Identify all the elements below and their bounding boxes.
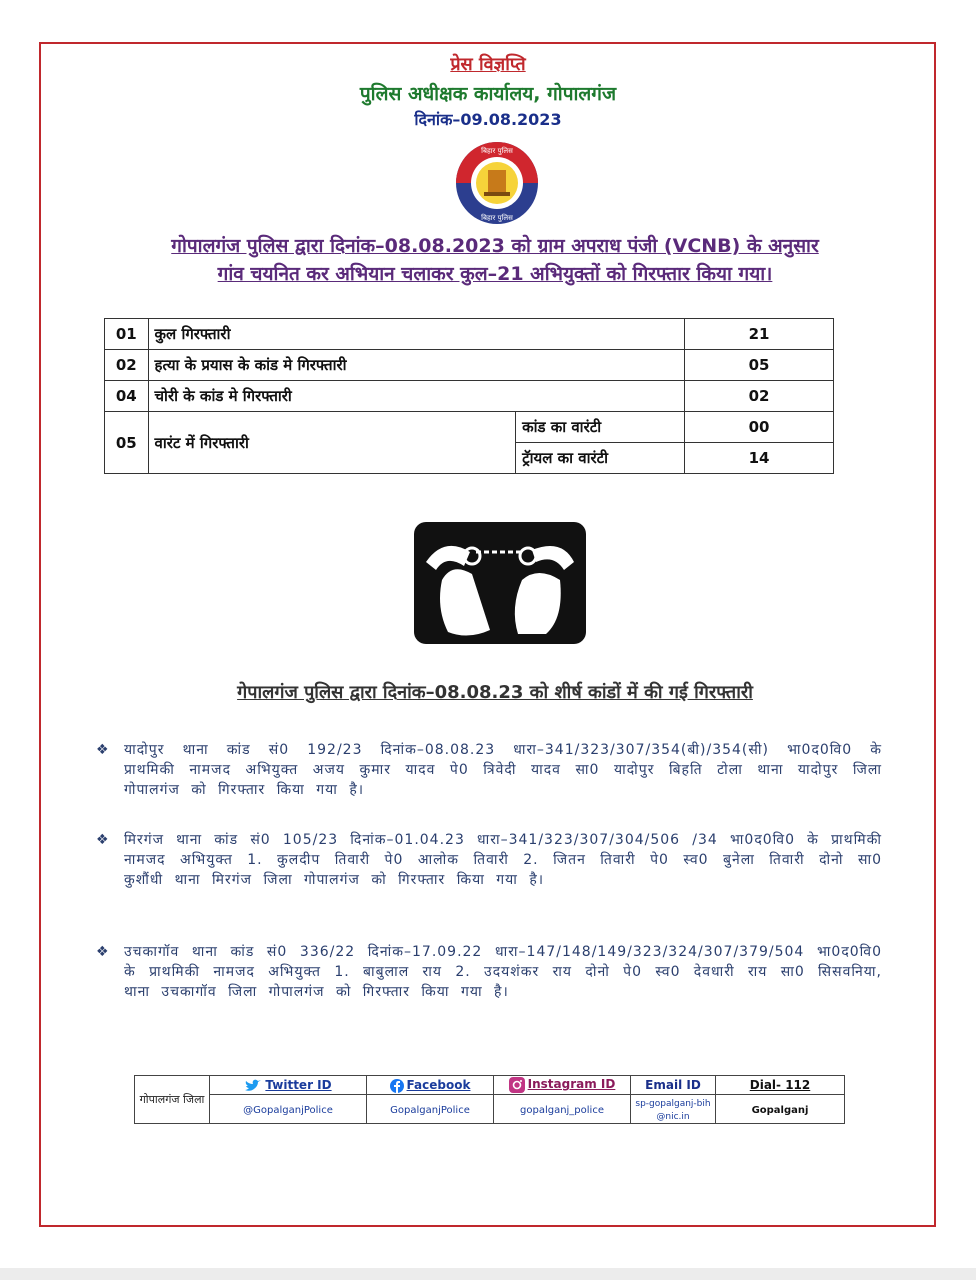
case-item-1 [96, 740, 882, 800]
email-header[interactable] [631, 1076, 716, 1095]
instagram-icon [509, 1077, 525, 1093]
row-value: 02 [685, 381, 834, 412]
stats-row [105, 350, 834, 381]
diamond-bullet-icon: ❖ [96, 944, 109, 960]
headline [100, 232, 890, 288]
facebook-handle[interactable]: GopalganjPolice [390, 1104, 470, 1116]
case-text: उचकागॉव थाना कांड सं0 336/22 दिनांक–17.09.22 धारा–147/148/149/323/324/307/379/504 भा0द0वि0 के प्राथमिकी नामजद अभियुक्त 1. बाबुलाल राय 2. उदयशंकर राय दोनो पे0 स्व0 देवधारी राय सा0 सिसवनिया, थाना उचकागॉव जिला गोपालगंज को गिरफ्तार किया गया है। [124, 944, 882, 1000]
headline-line-1: गोपालगंज पुलिस द्वारा दिनांक–08.08.2023 को ग्राम अपराध पंजी (VCNB) के अनुसार [171, 235, 819, 257]
warrant-sub-value: 14 [685, 443, 834, 474]
logo-top-text: बिहार पुलिस [481, 147, 513, 155]
diamond-bullet-icon: ❖ [96, 742, 109, 758]
dial-header[interactable] [716, 1076, 845, 1095]
district-cell: गोपालगंज जिला [135, 1076, 210, 1124]
press-release-title: प्रेस विज्ञप्ति [450, 54, 526, 75]
row-number: 02 [105, 350, 149, 381]
row-number: 05 [105, 412, 149, 474]
row-label: चोरी के कांड मे गिरफ्तारी [148, 381, 685, 412]
handcuffs-image [414, 522, 586, 644]
dial-label[interactable]: Dial- 112 [749, 1078, 811, 1092]
bihar-police-logo [452, 140, 542, 226]
row-label: वारंट में गिरफ्तारी [148, 412, 516, 474]
email-value[interactable] [631, 1095, 716, 1124]
row-number: 01 [105, 319, 149, 350]
row-number: 04 [105, 381, 149, 412]
facebook-icon [390, 1079, 404, 1093]
row-value: 05 [685, 350, 834, 381]
instagram-handle[interactable]: gopalganj_police [520, 1104, 604, 1116]
twitter-handle[interactable]: @GopalganjPolice [243, 1104, 333, 1116]
facebook-value[interactable] [367, 1095, 494, 1124]
diamond-bullet-icon: ❖ [96, 832, 109, 848]
warrant-sub-value: 00 [685, 412, 834, 443]
row-value: 21 [685, 319, 834, 350]
twitter-icon [244, 1079, 262, 1093]
warrant-sub-label: कांड का वारंटी [516, 412, 685, 443]
headline-line-2: गांव चयनित कर अभियान चलाकर कुल–21 अभियुक्तों को गिरफ्तार किया गया। [217, 263, 773, 285]
twitter-header[interactable] [210, 1076, 367, 1095]
twitter-value[interactable] [210, 1095, 367, 1124]
stats-row [105, 381, 834, 412]
facebook-header[interactable] [367, 1076, 494, 1095]
email-address[interactable]: sp-gopalganj-bih@nic.in [635, 1099, 711, 1122]
arrest-stats-table [104, 318, 834, 474]
row-label: कुल गिरफ्तारी [148, 319, 685, 350]
warrant-sub-label: ट्रॅायल का वारंटी [516, 443, 685, 474]
case-item-3 [96, 942, 882, 1002]
instagram-label[interactable]: Instagram ID [527, 1077, 616, 1091]
facebook-label[interactable]: Facebook [406, 1077, 471, 1092]
case-text: मिरगंज थाना कांड सं0 105/23 दिनांक–01.04.23 धारा–341/323/307/304/506 /34 भा0द0वि0 के प्राथमिकी नामजद अभियुक्त 1. कुलदीप तिवारी पे0 आलोक तिवारी 2. जितन तिवारी पे0 स्व0 बुनेला तिवारी दोनो सा0 कुशौंधी थाना मिरगंज जिला गोपालगंज को गिरफ्तार किया गया है। [124, 832, 882, 888]
contact-footer-table [134, 1075, 845, 1124]
logo-bottom-text: बिहार पुलिस [481, 214, 513, 222]
section-title: गेपालगंज पुलिस द्वारा दिनांक–08.08.23 को शीर्ष कांडों में की गई गिरफ्तारी [237, 682, 753, 703]
warrant-row [105, 412, 834, 443]
office-name: पुलिस अधीक्षक कार्यालय, गोपालगंज [359, 83, 617, 105]
twitter-label[interactable]: Twitter ID [265, 1077, 332, 1092]
instagram-value[interactable] [494, 1095, 631, 1124]
dial-district: Gopalganj [751, 1104, 809, 1116]
stats-row [105, 319, 834, 350]
case-item-2 [96, 830, 882, 890]
email-label[interactable]: Email ID [645, 1078, 701, 1092]
case-text: यादोपुर थाना कांड सं0 192/23 दिनांक–08.08.23 धारा–341/323/307/354(बी)/354(सी) भा0द0वि0 के प्राथमिकी नामजद अभियुक्त अजय कुमार यादव पे0 त्रिवेदी यादव सा0 यादोपुर बिहति टोला थाना यादोपुर जिला गोपालगंज को गिरफ्तार किया गया है। [124, 742, 882, 798]
dial-value [716, 1095, 845, 1124]
row-label: हत्या के प्रयास के कांड मे गिरफ्तारी [148, 350, 685, 381]
instagram-header[interactable] [494, 1076, 631, 1095]
release-date: दिनांक–09.08.2023 [414, 110, 562, 129]
